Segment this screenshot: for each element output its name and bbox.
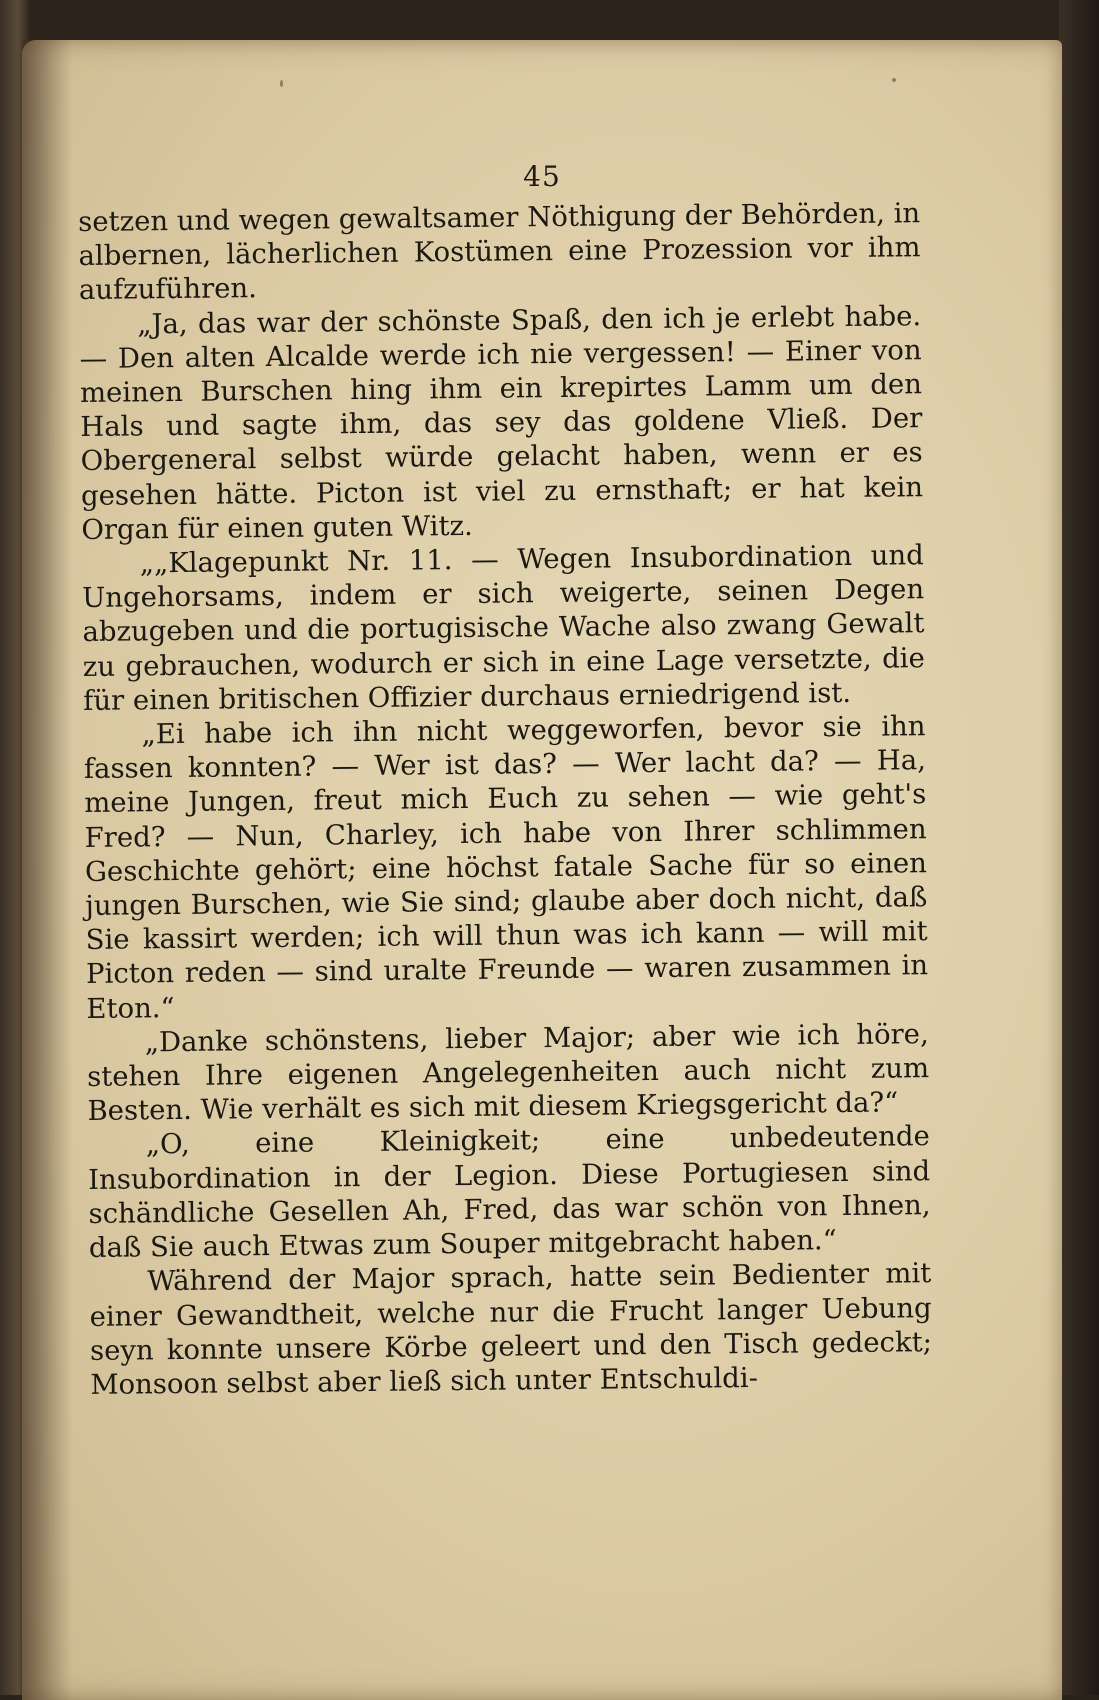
paper-speck [892,78,896,82]
book-cover-edge [1059,0,1099,1695]
paragraph: „Ei habe ich ihn nicht weggeworfen, bevor sie ihn fassen konnten? — Wer ist das? — Wer lacht da? — Ha, meine Jungen, freut mich Euch zu sehen — wie geht's Fred? — Nun, Charley, ich habe von Ihrer schlimmen Geschichte gehört; eine höchst fatale Sache für so einen jungen Burschen, wie Sie sind; glaube aber doch nicht, daß Sie kassirt werden; ich will thun was ich kann — will mit Picton reden — sind uralte Freunde — waren zusammen in Eton.“ [83,710,929,1025]
paper-speck [280,80,283,87]
paragraph: „O, eine Kleinigkeit; eine unbedeutende Insubordination in der Legion. Diese Portugiesen sind schändliche Gesellen Ah, Fred, das war schön von Ihnen, daß Sie auch Etwas zum Souper mitgebracht haben.“ [88,1120,931,1265]
paragraph: „„Klagepunkt Nr. 11. — Wegen Insubordination und Ungehorsams, indem er sich weigerte, seinen Degen abzugeben und die portugisische Wache also zwang Gewalt zu gebrauchen, wodurch er sich in eine Lage versetzte, die für einen britischen Offizier durchaus erniedrigend ist. [81,539,925,717]
paragraph: setzen und wegen gewaltsamer Nöthigung der Behörden, in albernen, lächerlichen Kostümen eine Prozession vor ihm aufzuführen. [78,197,921,307]
page-number: 45 [523,160,561,193]
book-page [22,40,1062,1700]
paragraph: „Danke schönstens, lieber Major; aber wie ich höre, stehen Ihre eigenen Angelegenheiten auch nicht zum Besten. Wie verhält es sich mit diesem Kriegsgericht da?“ [86,1018,930,1128]
body-text [78,196,932,1402]
paragraph: „Ja, das war der schönste Spaß, den ich je erlebt habe. — Den alten Alcalde werde ich nie vergessen! — Einer von meinen Burschen hing ihm ein krepirtes Lamm um den Hals und sagte ihm, das sey das goldene Vließ. Der Obergeneral selbst würde gelacht haben, wenn er es gesehen hätte. Picton ist viel zu ernsthaft; er hat kein Organ für einen guten Witz. [79,299,924,546]
paragraph: Während der Major sprach, hatte sein Bedienter mit einer Gewandtheit, welche nur die Frucht langer Uebung seyn konnte unsere Körbe geleert und den Tisch gedeckt; Monsoon selbst aber ließ sich unter Entschuldi- [89,1257,933,1401]
page-gutter-shadow [22,40,72,1700]
